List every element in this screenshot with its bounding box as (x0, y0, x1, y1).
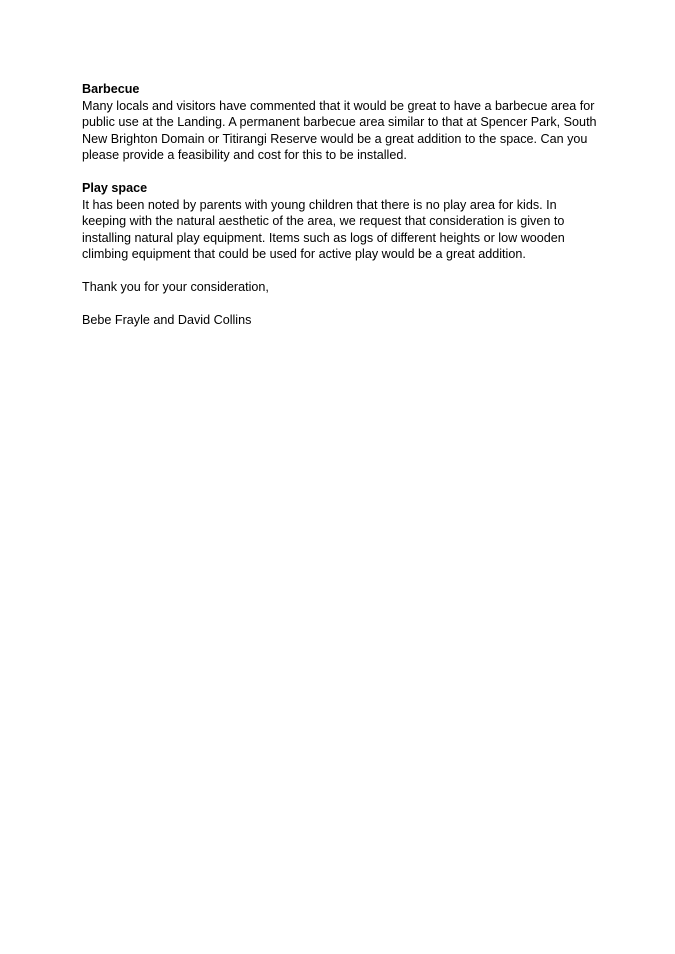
signature: Bebe Frayle and David Collins (82, 313, 252, 327)
document-page (82, 81, 612, 345)
section-play-space (82, 180, 612, 263)
paragraph-line: climbing equipment that could be used for active play would be a great addition. (82, 247, 526, 261)
paragraph-line: keeping with the natural aesthetic of the area, we request that consideration is given to (82, 214, 565, 228)
section-heading: Play space (82, 181, 148, 195)
paragraph-line: please provide a feasibility and cost for this to be installed. (82, 148, 407, 162)
paragraph-line: installing natural play equipment. Items such as logs of different heights or low wooden (82, 230, 565, 245)
closing-text: Thank you for your consideration, (82, 280, 269, 294)
paragraph-line: New Brighton Domain or Titirangi Reserve would be a great addition to the space. Can you (82, 131, 588, 146)
section-heading: Barbecue (82, 82, 140, 96)
section-barbecue (82, 81, 612, 164)
paragraph-line: It has been noted by parents with young children that there is no play area for kids. In (82, 197, 557, 212)
paragraph-line: public use at the Landing. A permanent barbecue area similar to that at Spencer Park, South (82, 115, 597, 129)
paragraph-line: Many locals and visitors have commented that it would be great to have a barbecue area for (82, 98, 595, 113)
